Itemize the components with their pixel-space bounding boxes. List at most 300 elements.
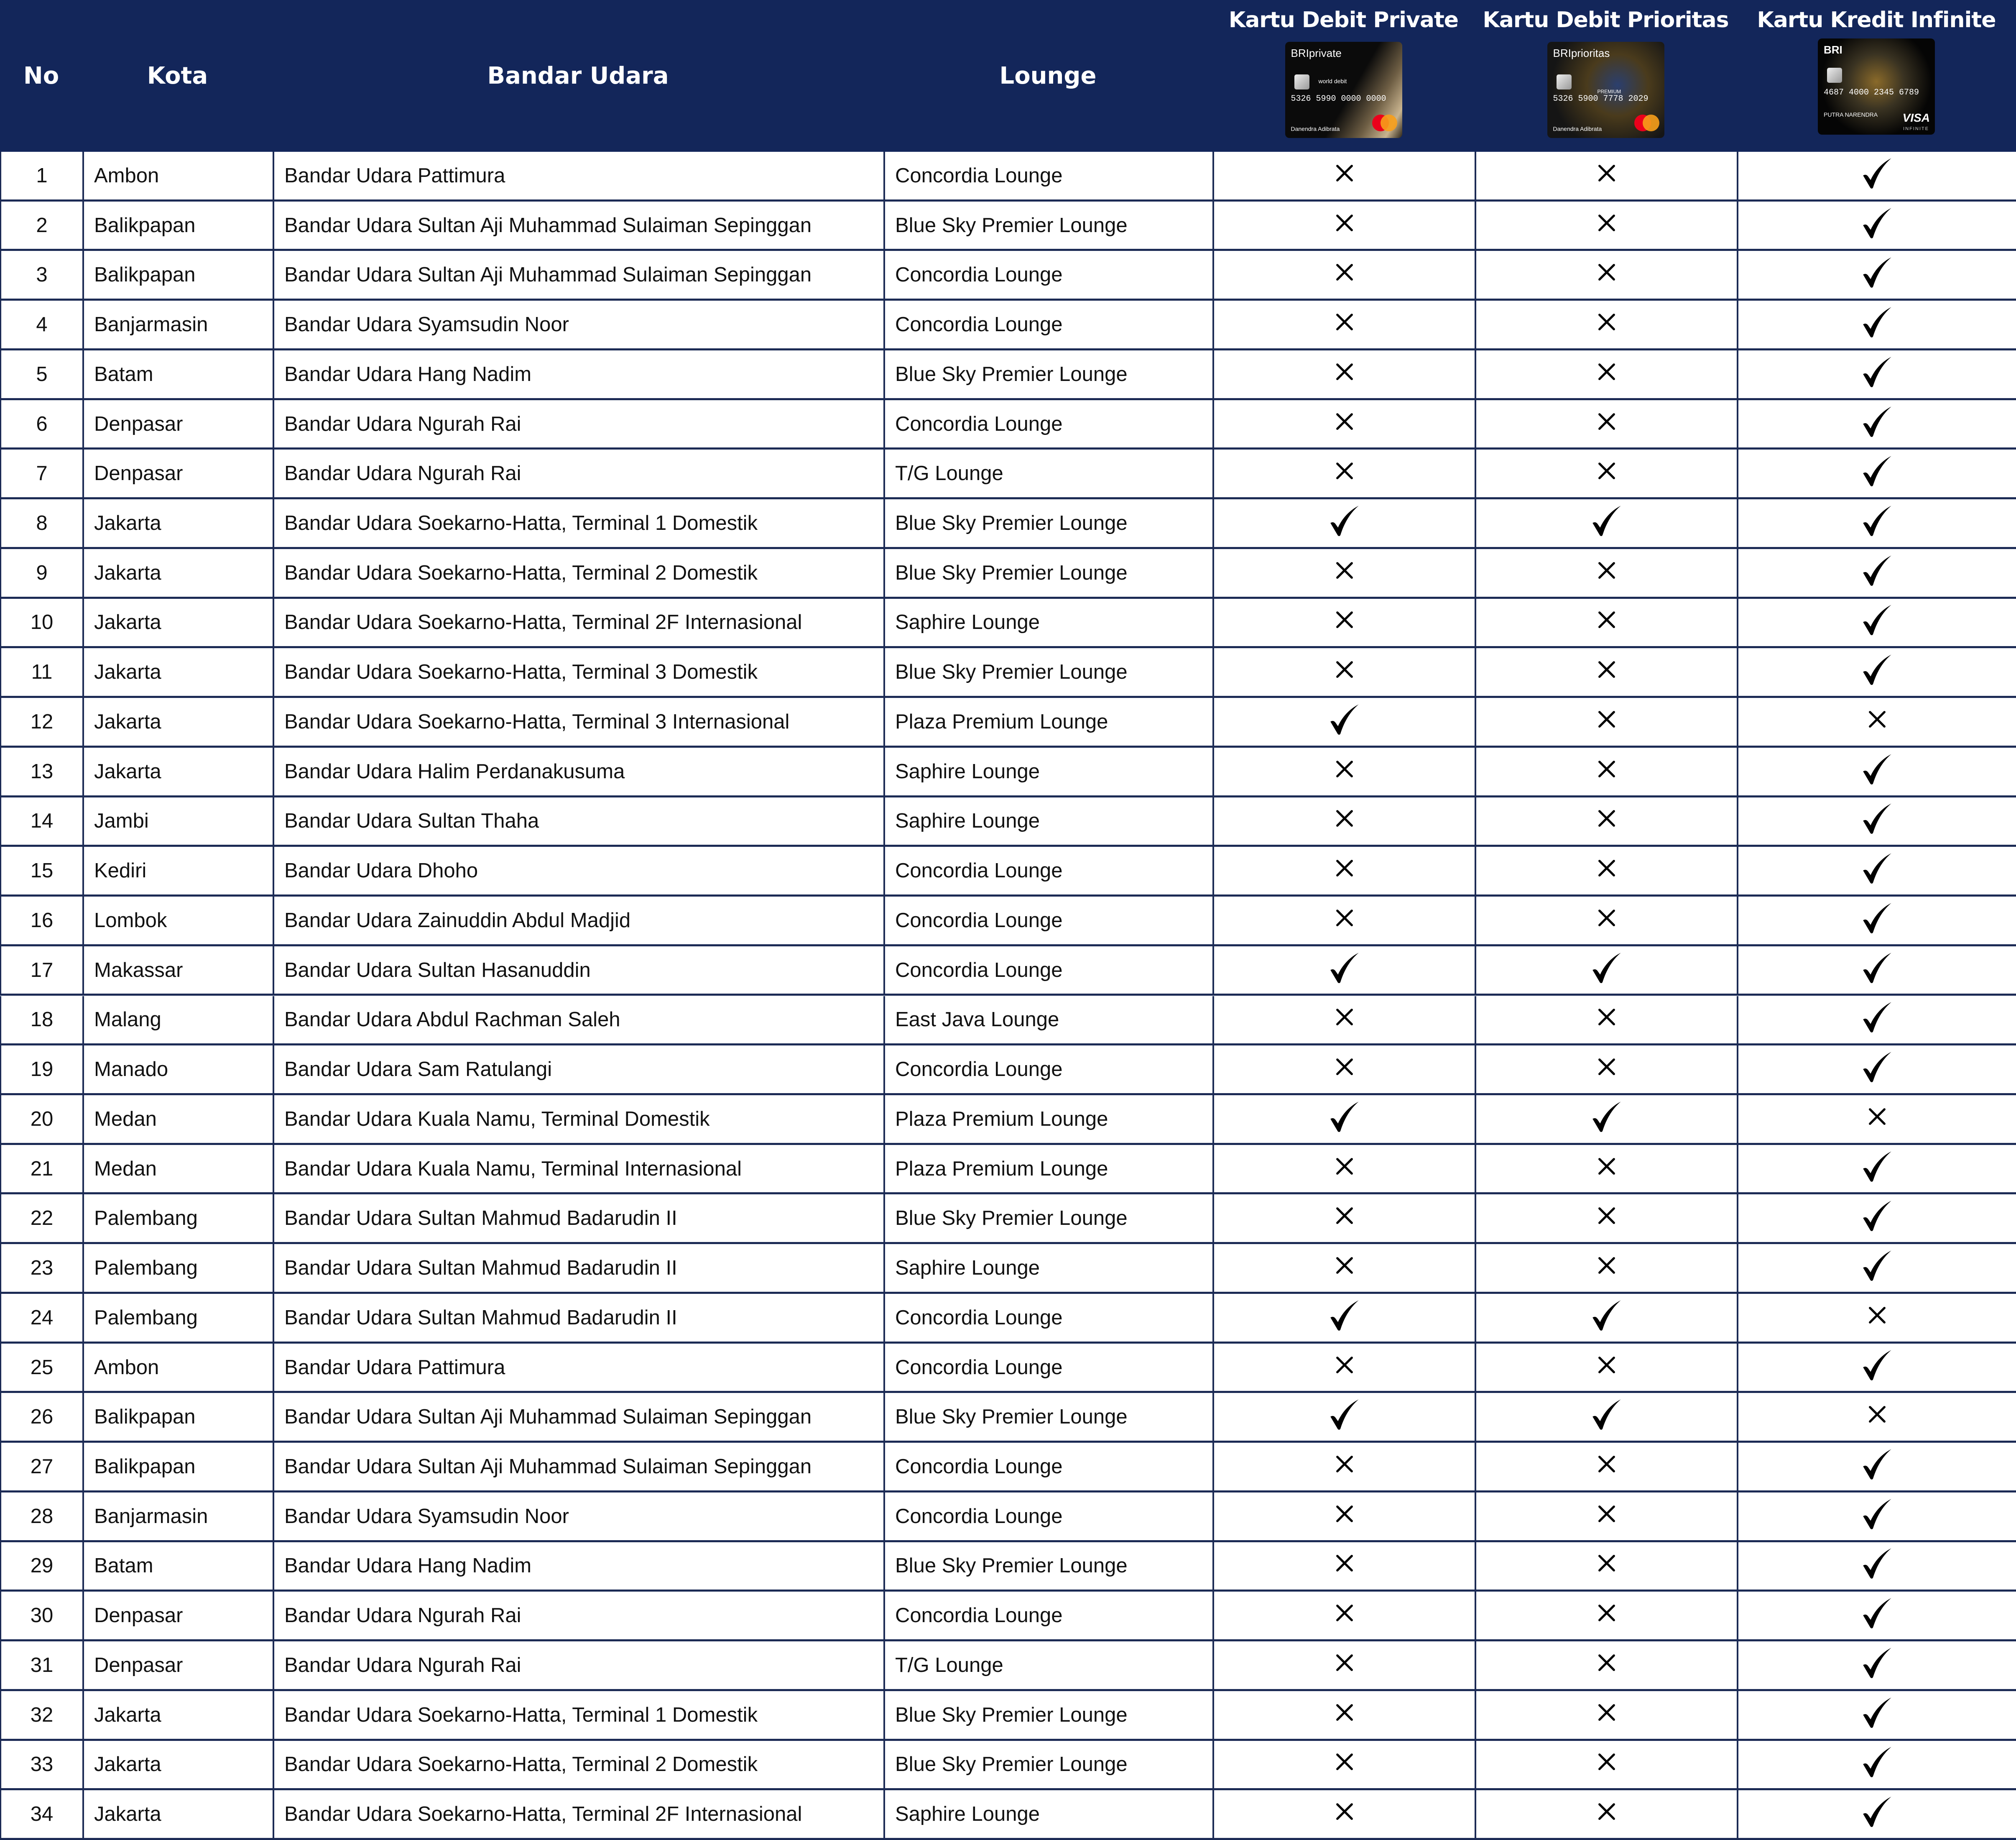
cell-kartu-debit-private bbox=[1212, 152, 1475, 199]
cell-kartu-kredit-infinite bbox=[1737, 1045, 2016, 1093]
cell-lounge-text: Concordia Lounge bbox=[895, 1455, 1063, 1478]
check-icon bbox=[1858, 998, 1896, 1041]
cell-kota bbox=[82, 897, 273, 944]
cell-kartu-kredit-infinite bbox=[1737, 1492, 2016, 1540]
cell-kota bbox=[82, 946, 273, 994]
cross-icon bbox=[1335, 1802, 1354, 1826]
cell-kota bbox=[82, 996, 273, 1044]
cell-kartu-debit-prioritas bbox=[1475, 499, 1737, 547]
cell-bandar-udara-text: Bandar Udara Pattimura bbox=[284, 164, 505, 187]
cell-kartu-debit-prioritas bbox=[1475, 1194, 1737, 1242]
cell-lounge bbox=[883, 1741, 1212, 1789]
cross-icon bbox=[1597, 1157, 1616, 1181]
cell-kartu-debit-private bbox=[1212, 1344, 1475, 1391]
cell-bandar-udara bbox=[273, 748, 883, 795]
cell-no-text: 34 bbox=[30, 1803, 54, 1826]
cell-kartu-kredit-infinite bbox=[1737, 499, 2016, 547]
cell-bandar-udara-text: Bandar Udara Sultan Mahmud Badarudin II bbox=[284, 1207, 677, 1230]
cell-bandar-udara-text: Bandar Udara Soekarno-Hatta, Terminal 2 Domestik bbox=[284, 561, 758, 584]
cell-no bbox=[0, 1294, 82, 1342]
cell-kota bbox=[82, 1344, 273, 1391]
cell-no bbox=[0, 1393, 82, 1441]
cell-bandar-udara-text: Bandar Udara Soekarno-Hatta, Terminal 3 Domestik bbox=[284, 661, 758, 684]
cell-bandar-udara-text: Bandar Udara Ngurah Rai bbox=[284, 1653, 521, 1676]
cell-bandar-udara bbox=[273, 797, 883, 845]
cross-icon bbox=[1335, 1007, 1354, 1032]
cross-icon bbox=[1335, 809, 1354, 833]
table-row bbox=[0, 1244, 2016, 1294]
cross-icon bbox=[1868, 1107, 1887, 1131]
cell-kartu-debit-prioritas bbox=[1475, 251, 1737, 299]
cell-kartu-debit-prioritas bbox=[1475, 1145, 1737, 1193]
card-image-prioritas bbox=[1547, 42, 1664, 138]
cell-kartu-debit-private bbox=[1212, 1641, 1475, 1689]
cell-kartu-kredit-infinite bbox=[1737, 996, 2016, 1044]
table-header bbox=[0, 0, 2016, 152]
check-icon bbox=[1858, 899, 1896, 942]
cell-bandar-udara bbox=[273, 1741, 883, 1789]
cell-no-text: 23 bbox=[30, 1257, 54, 1280]
cell-no-text: 17 bbox=[30, 958, 54, 981]
cell-lounge bbox=[883, 1790, 1212, 1838]
check-icon bbox=[1858, 800, 1896, 842]
cell-kartu-debit-private bbox=[1212, 1294, 1475, 1342]
cell-lounge-text: Saphire Lounge bbox=[895, 760, 1040, 783]
cell-lounge bbox=[883, 1194, 1212, 1242]
check-icon bbox=[1858, 253, 1896, 296]
cell-bandar-udara-text: Bandar Udara Soekarno-Hatta, Terminal 2F Internasional bbox=[284, 1803, 802, 1826]
cell-bandar-udara-text: Bandar Udara Sultan Aji Muhammad Sulaiman Sepinggan bbox=[284, 214, 812, 237]
cross-icon bbox=[1335, 164, 1354, 188]
cell-kartu-debit-prioritas bbox=[1475, 1492, 1737, 1540]
cell-kota bbox=[82, 1045, 273, 1093]
cell-bandar-udara-text: Bandar Udara Soekarno-Hatta, Terminal 1 Domestik bbox=[284, 1703, 758, 1726]
cell-kartu-debit-private bbox=[1212, 1741, 1475, 1789]
cell-lounge-text: Blue Sky Premier Lounge bbox=[895, 1406, 1128, 1429]
header-lounge: Lounge bbox=[999, 62, 1097, 89]
cell-lounge bbox=[883, 797, 1212, 845]
cell-kartu-kredit-infinite bbox=[1737, 1294, 2016, 1342]
header-kartu-kredit-infinite bbox=[1737, 0, 2016, 152]
cell-kota-text: Malang bbox=[94, 1008, 161, 1031]
cell-no bbox=[0, 1443, 82, 1490]
cell-bandar-udara-text: Bandar Udara Sultan Mahmud Badarudin II bbox=[284, 1306, 677, 1329]
cell-no-text: 10 bbox=[30, 611, 54, 634]
cell-lounge bbox=[883, 897, 1212, 944]
cell-bandar-udara bbox=[273, 1542, 883, 1590]
cell-no-text: 30 bbox=[30, 1604, 54, 1627]
cross-icon bbox=[1597, 610, 1616, 634]
cell-lounge-text: Saphire Lounge bbox=[895, 810, 1040, 833]
check-icon bbox=[1858, 1793, 1896, 1835]
cell-lounge-text: Saphire Lounge bbox=[895, 1257, 1040, 1280]
cell-kota bbox=[82, 698, 273, 746]
cell-kota-text: Batam bbox=[94, 363, 153, 386]
cell-kota-text: Balikpapan bbox=[94, 214, 196, 237]
cell-kartu-kredit-infinite bbox=[1737, 400, 2016, 448]
cell-kota-text: Manado bbox=[94, 1058, 168, 1081]
cross-icon bbox=[1597, 1554, 1616, 1578]
cross-icon bbox=[1597, 1752, 1616, 1776]
cell-kartu-debit-prioritas bbox=[1475, 1542, 1737, 1590]
cell-bandar-udara-text: Bandar Udara Soekarno-Hatta, Terminal 2 Domestik bbox=[284, 1753, 758, 1776]
cell-bandar-udara bbox=[273, 698, 883, 746]
cross-icon bbox=[1597, 561, 1616, 585]
cell-kota bbox=[82, 1592, 273, 1639]
cell-no bbox=[0, 549, 82, 597]
check-icon bbox=[1858, 1247, 1896, 1289]
cell-bandar-udara-text: Bandar Udara Pattimura bbox=[284, 1356, 505, 1379]
cell-bandar-udara-text: Bandar Udara Zainuddin Abdul Madjid bbox=[284, 909, 631, 932]
cell-bandar-udara-text: Bandar Udara Abdul Rachman Saleh bbox=[284, 1008, 620, 1031]
cell-no-text: 4 bbox=[36, 313, 48, 336]
cross-icon bbox=[1597, 1057, 1616, 1081]
cross-icon bbox=[1597, 1802, 1616, 1826]
cell-no bbox=[0, 1592, 82, 1639]
cell-bandar-udara bbox=[273, 1790, 883, 1838]
cell-kartu-kredit-infinite bbox=[1737, 1790, 2016, 1838]
cell-kartu-debit-private bbox=[1212, 599, 1475, 647]
cell-bandar-udara bbox=[273, 1095, 883, 1143]
cell-kota-text: Makassar bbox=[94, 958, 183, 981]
cell-kartu-debit-prioritas bbox=[1475, 1443, 1737, 1490]
cell-kota bbox=[82, 400, 273, 448]
check-icon bbox=[1588, 949, 1626, 992]
cell-kartu-debit-prioritas bbox=[1475, 897, 1737, 944]
check-icon bbox=[1858, 949, 1896, 992]
cell-kota bbox=[82, 599, 273, 647]
cross-icon bbox=[1597, 1504, 1616, 1528]
cell-kartu-debit-private bbox=[1212, 1492, 1475, 1540]
check-icon bbox=[1858, 1644, 1896, 1687]
cross-icon bbox=[1335, 859, 1354, 883]
cell-kartu-debit-prioritas bbox=[1475, 549, 1737, 597]
cell-kartu-kredit-infinite bbox=[1737, 648, 2016, 696]
cell-lounge bbox=[883, 1492, 1212, 1540]
cell-kartu-kredit-infinite bbox=[1737, 748, 2016, 795]
cell-no-text: 16 bbox=[30, 909, 54, 932]
cell-lounge-text: Saphire Lounge bbox=[895, 611, 1040, 634]
cell-no bbox=[0, 1790, 82, 1838]
cell-no bbox=[0, 450, 82, 497]
cross-icon bbox=[1335, 1603, 1354, 1628]
cell-no bbox=[0, 301, 82, 348]
cell-lounge bbox=[883, 996, 1212, 1044]
chip-icon bbox=[1827, 68, 1842, 83]
table-row bbox=[0, 1095, 2016, 1145]
cell-no bbox=[0, 1641, 82, 1689]
check-icon bbox=[1858, 303, 1896, 346]
cell-lounge-text: T/G Lounge bbox=[895, 462, 1003, 485]
cell-lounge bbox=[883, 1592, 1212, 1639]
cell-kartu-debit-prioritas bbox=[1475, 599, 1737, 647]
cross-icon bbox=[1597, 710, 1616, 734]
cell-kota bbox=[82, 450, 273, 497]
cell-kartu-debit-prioritas bbox=[1475, 748, 1737, 795]
cell-kartu-debit-private bbox=[1212, 1244, 1475, 1292]
cell-no bbox=[0, 996, 82, 1044]
card-title: Kartu Kredit Infinite bbox=[1757, 8, 1996, 33]
cell-lounge bbox=[883, 698, 1212, 746]
cell-bandar-udara bbox=[273, 1145, 883, 1193]
table-row bbox=[0, 897, 2016, 946]
check-icon bbox=[1326, 1395, 1363, 1438]
cell-bandar-udara bbox=[273, 152, 883, 199]
cell-bandar-udara bbox=[273, 946, 883, 994]
cell-kartu-debit-private bbox=[1212, 1145, 1475, 1193]
cross-icon bbox=[1597, 809, 1616, 833]
cell-lounge-text: Blue Sky Premier Lounge bbox=[895, 1554, 1128, 1577]
cell-bandar-udara-text: Bandar Udara Ngurah Rai bbox=[284, 1604, 521, 1627]
table-row bbox=[0, 1045, 2016, 1095]
cross-icon bbox=[1597, 461, 1616, 486]
cell-lounge bbox=[883, 1095, 1212, 1143]
table-row bbox=[0, 1492, 2016, 1542]
cell-lounge bbox=[883, 648, 1212, 696]
cell-bandar-udara bbox=[273, 1194, 883, 1242]
cell-lounge-text: T/G Lounge bbox=[895, 1653, 1003, 1676]
cell-no bbox=[0, 202, 82, 249]
check-icon bbox=[1858, 1048, 1896, 1091]
cell-kartu-kredit-infinite bbox=[1737, 1741, 2016, 1789]
cell-kota bbox=[82, 748, 273, 795]
cell-kartu-kredit-infinite bbox=[1737, 1691, 2016, 1739]
cell-kota bbox=[82, 1542, 273, 1590]
table-row bbox=[0, 251, 2016, 301]
cross-icon bbox=[1335, 660, 1354, 684]
cross-icon bbox=[1597, 1007, 1616, 1032]
card-holder: Danendra Adibrata bbox=[1553, 125, 1602, 132]
cell-kota bbox=[82, 549, 273, 597]
cell-no bbox=[0, 599, 82, 647]
cell-lounge bbox=[883, 350, 1212, 398]
cell-kota bbox=[82, 1691, 273, 1739]
cell-lounge-text: Concordia Lounge bbox=[895, 1505, 1063, 1528]
cell-no-text: 1 bbox=[36, 164, 48, 187]
cell-bandar-udara-text: Bandar Udara Dhoho bbox=[284, 859, 478, 882]
table-row bbox=[0, 1145, 2016, 1195]
cell-bandar-udara-text: Bandar Udara Soekarno-Hatta, Terminal 1 Domestik bbox=[284, 512, 758, 534]
cell-no bbox=[0, 1045, 82, 1093]
cell-lounge bbox=[883, 251, 1212, 299]
check-icon bbox=[1858, 1594, 1896, 1637]
cell-lounge-text: Concordia Lounge bbox=[895, 164, 1063, 187]
cell-kartu-kredit-infinite bbox=[1737, 1244, 2016, 1292]
check-icon bbox=[1858, 452, 1896, 495]
cell-lounge bbox=[883, 1145, 1212, 1193]
check-icon bbox=[1858, 1495, 1896, 1538]
cell-kartu-debit-prioritas bbox=[1475, 797, 1737, 845]
cell-no bbox=[0, 748, 82, 795]
table-row bbox=[0, 1443, 2016, 1492]
cell-kota bbox=[82, 1443, 273, 1490]
check-icon bbox=[1858, 601, 1896, 644]
card-image-infinite bbox=[1818, 38, 1935, 135]
cell-kartu-debit-private bbox=[1212, 1194, 1475, 1242]
cell-no-text: 8 bbox=[36, 512, 48, 534]
cell-kartu-debit-private bbox=[1212, 400, 1475, 448]
cell-kartu-kredit-infinite bbox=[1737, 1641, 2016, 1689]
table-row bbox=[0, 400, 2016, 450]
cross-icon bbox=[1597, 213, 1616, 238]
table-row bbox=[0, 996, 2016, 1046]
cell-lounge bbox=[883, 748, 1212, 795]
cell-kota-text: Banjarmasin bbox=[94, 1505, 208, 1528]
header-bandar-udara: Bandar Udara bbox=[487, 62, 669, 89]
cross-icon bbox=[1335, 1057, 1354, 1081]
cross-icon bbox=[1335, 759, 1354, 784]
cell-kartu-kredit-infinite bbox=[1737, 350, 2016, 398]
cell-bandar-udara bbox=[273, 1443, 883, 1490]
card-brand: BRIprivate bbox=[1291, 47, 1342, 59]
cell-bandar-udara bbox=[273, 1393, 883, 1441]
cell-kota bbox=[82, 301, 273, 348]
cell-kartu-kredit-infinite bbox=[1737, 1194, 2016, 1242]
cell-no-text: 29 bbox=[30, 1554, 54, 1577]
cell-kota bbox=[82, 1095, 273, 1143]
cell-no-text: 31 bbox=[30, 1653, 54, 1676]
cross-icon bbox=[1597, 1206, 1616, 1230]
cell-kartu-kredit-infinite bbox=[1737, 549, 2016, 597]
cell-no bbox=[0, 400, 82, 448]
cell-kota bbox=[82, 152, 273, 199]
cross-icon bbox=[1597, 1454, 1616, 1479]
cell-kartu-debit-prioritas bbox=[1475, 1294, 1737, 1342]
card-brand: BRIprioritas bbox=[1553, 47, 1610, 59]
card-subtitle: world debit bbox=[1318, 78, 1347, 84]
cell-no-text: 14 bbox=[30, 810, 54, 833]
cell-bandar-udara-text: Bandar Udara Sultan Mahmud Badarudin II bbox=[284, 1257, 677, 1280]
cell-no-text: 24 bbox=[30, 1306, 54, 1329]
cross-icon bbox=[1597, 164, 1616, 188]
cell-kota bbox=[82, 847, 273, 894]
cell-no bbox=[0, 648, 82, 696]
cell-no-text: 32 bbox=[30, 1703, 54, 1726]
check-icon bbox=[1858, 1694, 1896, 1736]
cell-kartu-debit-prioritas bbox=[1475, 1691, 1737, 1739]
cell-bandar-udara-text: Bandar Udara Sultan Aji Muhammad Sulaiman Sepinggan bbox=[284, 263, 812, 286]
table-row bbox=[0, 648, 2016, 698]
cell-kartu-kredit-infinite bbox=[1737, 599, 2016, 647]
cell-kota-text: Balikpapan bbox=[94, 263, 196, 286]
table-row bbox=[0, 549, 2016, 599]
card-subtitle: PREMIUM bbox=[1597, 89, 1621, 95]
cross-icon bbox=[1335, 1157, 1354, 1181]
cross-icon bbox=[1597, 1355, 1616, 1380]
cell-kartu-debit-prioritas bbox=[1475, 350, 1737, 398]
cell-kartu-debit-prioritas bbox=[1475, 301, 1737, 348]
cell-lounge-text: Blue Sky Premier Lounge bbox=[895, 661, 1128, 684]
card-number: 4687 4000 2345 6789 bbox=[1824, 88, 1919, 97]
cell-no-text: 6 bbox=[36, 412, 48, 435]
cell-lounge bbox=[883, 1641, 1212, 1689]
mastercard-logo-icon bbox=[1372, 115, 1397, 131]
card-image-private bbox=[1285, 42, 1402, 138]
card-title: Kartu Debit Private bbox=[1228, 8, 1459, 33]
cell-no bbox=[0, 1741, 82, 1789]
cell-kota-text: Jakarta bbox=[94, 1803, 161, 1826]
cell-bandar-udara bbox=[273, 648, 883, 696]
cell-bandar-udara bbox=[273, 599, 883, 647]
cell-kartu-kredit-infinite bbox=[1737, 698, 2016, 746]
cell-kartu-debit-prioritas bbox=[1475, 1095, 1737, 1143]
cell-bandar-udara bbox=[273, 301, 883, 348]
cell-no-text: 3 bbox=[36, 263, 48, 286]
check-icon bbox=[1858, 1743, 1896, 1786]
cell-bandar-udara-text: Bandar Udara Kuala Namu, Terminal Internasional bbox=[284, 1157, 742, 1180]
cell-kartu-debit-private bbox=[1212, 549, 1475, 597]
cell-bandar-udara bbox=[273, 1641, 883, 1689]
table-row bbox=[0, 797, 2016, 847]
cell-bandar-udara-text: Bandar Udara Sultan Aji Muhammad Sulaiman Sepinggan bbox=[284, 1406, 812, 1429]
cell-no bbox=[0, 251, 82, 299]
cell-no-text: 15 bbox=[30, 859, 54, 882]
cell-kota-text: Jakarta bbox=[94, 611, 161, 634]
cell-kartu-debit-prioritas bbox=[1475, 450, 1737, 497]
cell-bandar-udara bbox=[273, 1691, 883, 1739]
card-number: 5326 5990 0000 0000 bbox=[1291, 94, 1386, 104]
cell-kota bbox=[82, 1790, 273, 1838]
check-icon bbox=[1858, 1544, 1896, 1587]
cell-lounge-text: Blue Sky Premier Lounge bbox=[895, 1703, 1128, 1726]
cell-bandar-udara bbox=[273, 1294, 883, 1342]
cross-icon bbox=[1335, 312, 1354, 337]
cell-lounge bbox=[883, 1344, 1212, 1391]
cell-kota bbox=[82, 499, 273, 547]
cell-bandar-udara bbox=[273, 1244, 883, 1292]
card-brand: BRI bbox=[1824, 43, 1842, 56]
cell-bandar-udara-text: Bandar Udara Sam Ratulangi bbox=[284, 1058, 552, 1081]
table-row bbox=[0, 1542, 2016, 1592]
cell-bandar-udara-text: Bandar Udara Syamsudin Noor bbox=[284, 313, 569, 336]
cell-lounge bbox=[883, 946, 1212, 994]
cell-lounge bbox=[883, 1294, 1212, 1342]
table-row bbox=[0, 1393, 2016, 1443]
cell-bandar-udara-text: Bandar Udara Soekarno-Hatta, Terminal 2F Internasional bbox=[284, 611, 802, 634]
cell-kota-text: Palembang bbox=[94, 1207, 198, 1230]
cell-bandar-udara bbox=[273, 1045, 883, 1093]
cross-icon bbox=[1335, 1554, 1354, 1578]
cell-kartu-debit-prioritas bbox=[1475, 1393, 1737, 1441]
cell-kartu-debit-private bbox=[1212, 748, 1475, 795]
cell-lounge bbox=[883, 499, 1212, 547]
cross-icon bbox=[1335, 1454, 1354, 1479]
cell-no bbox=[0, 946, 82, 994]
cross-icon bbox=[1868, 1405, 1887, 1429]
cell-kota-text: Ambon bbox=[94, 1356, 159, 1379]
cell-kartu-debit-prioritas bbox=[1475, 400, 1737, 448]
cell-no-text: 12 bbox=[30, 710, 54, 733]
cell-lounge-text: Blue Sky Premier Lounge bbox=[895, 512, 1128, 534]
cell-kartu-debit-prioritas bbox=[1475, 202, 1737, 249]
cross-icon bbox=[1597, 412, 1616, 436]
cell-kartu-kredit-infinite bbox=[1737, 797, 2016, 845]
table-row bbox=[0, 1592, 2016, 1641]
cell-no bbox=[0, 698, 82, 746]
cell-kartu-kredit-infinite bbox=[1737, 1443, 2016, 1490]
cell-no bbox=[0, 1095, 82, 1143]
cell-lounge-text: Concordia Lounge bbox=[895, 958, 1063, 981]
cell-bandar-udara bbox=[273, 1344, 883, 1391]
cell-lounge bbox=[883, 450, 1212, 497]
table-row bbox=[0, 152, 2016, 202]
visa-logo-icon: VISA bbox=[1902, 111, 1930, 124]
cell-lounge bbox=[883, 1244, 1212, 1292]
cell-kartu-kredit-infinite bbox=[1737, 152, 2016, 199]
table-row bbox=[0, 698, 2016, 748]
cell-kota-text: Medan bbox=[94, 1157, 157, 1180]
cell-kota bbox=[82, 1641, 273, 1689]
